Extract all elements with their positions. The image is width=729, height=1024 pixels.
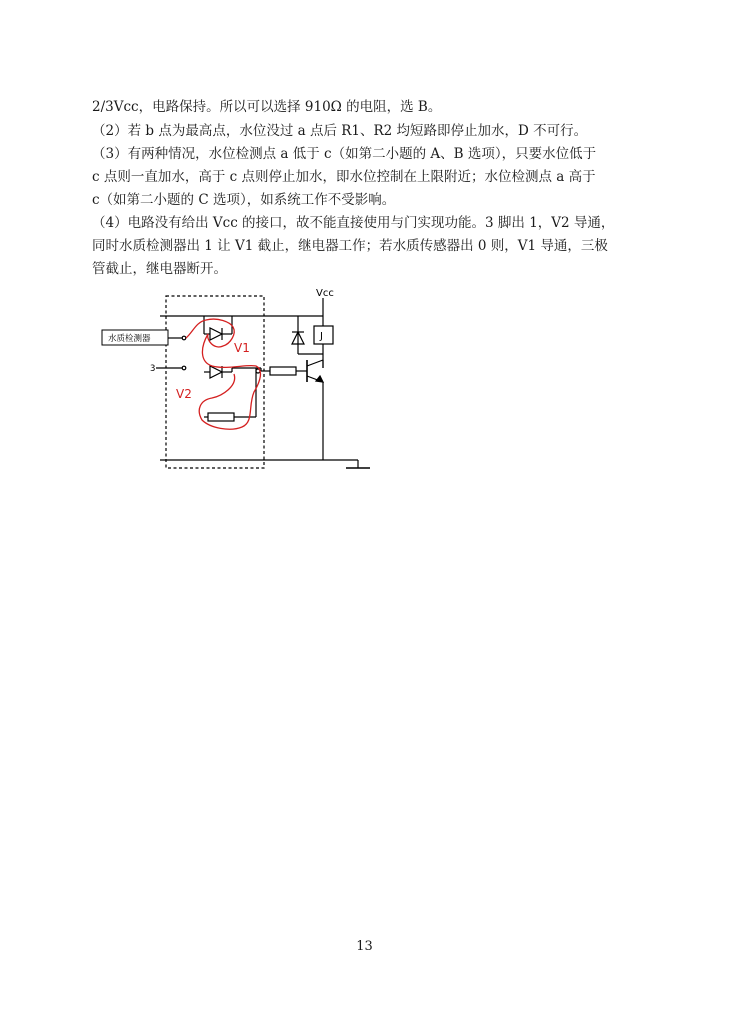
vcc-label: Vcc bbox=[316, 288, 334, 299]
base-resistor bbox=[270, 367, 296, 375]
page-number: 13 bbox=[356, 939, 373, 954]
text-line: c 点则一直加水，高于 c 点则停止加水，即水位控制在上限附近；水位检测点 a 高于 bbox=[92, 169, 596, 185]
circuit-diagram bbox=[108, 282, 378, 477]
v2-label: V2 bbox=[176, 387, 192, 401]
pin-3-label: 3 bbox=[150, 364, 156, 374]
relay-coil bbox=[314, 326, 333, 344]
dashed-gate-box bbox=[166, 296, 264, 468]
gate-resistor bbox=[208, 413, 234, 421]
paragraph-4 bbox=[92, 212, 652, 281]
text-line: 同时水质检测器出 1 让 V1 截止，继电器工作；若水质传感器出 0 则，V1 导通，三极 bbox=[92, 238, 608, 254]
paragraph-1 bbox=[92, 96, 652, 119]
text-line: 管截止，继电器断开。 bbox=[92, 261, 227, 277]
text-line: （3）有两种情况，水位检测点 a 低于 c（如第二小题的 A、B 选项），只要水位低于 bbox=[92, 146, 597, 162]
paragraph-2 bbox=[92, 120, 652, 143]
sensor-label: 水质检测器 bbox=[108, 334, 151, 344]
text-line: （2）若 b 点为最高点，水位没过 a 点后 R1、R2 均短路即停止加水，D 不可行。 bbox=[92, 123, 588, 139]
text-line: c（如第二小题的 C 选项），如系统工作不受影响。 bbox=[92, 192, 396, 208]
paragraph-3 bbox=[92, 143, 652, 212]
relay-label: J bbox=[320, 331, 323, 342]
v1-label: V1 bbox=[234, 341, 250, 355]
text-line: （4）电路没有给出 Vcc 的接口，故不能直接使用与门实现功能。3 脚出 1，V2 导通， bbox=[92, 215, 615, 231]
text-line: 2/3Vcc，电路保持。所以可以选择 910Ω 的电阻，选 B。 bbox=[92, 99, 442, 115]
diode-v2 bbox=[210, 366, 222, 378]
diode-v1 bbox=[210, 328, 222, 340]
